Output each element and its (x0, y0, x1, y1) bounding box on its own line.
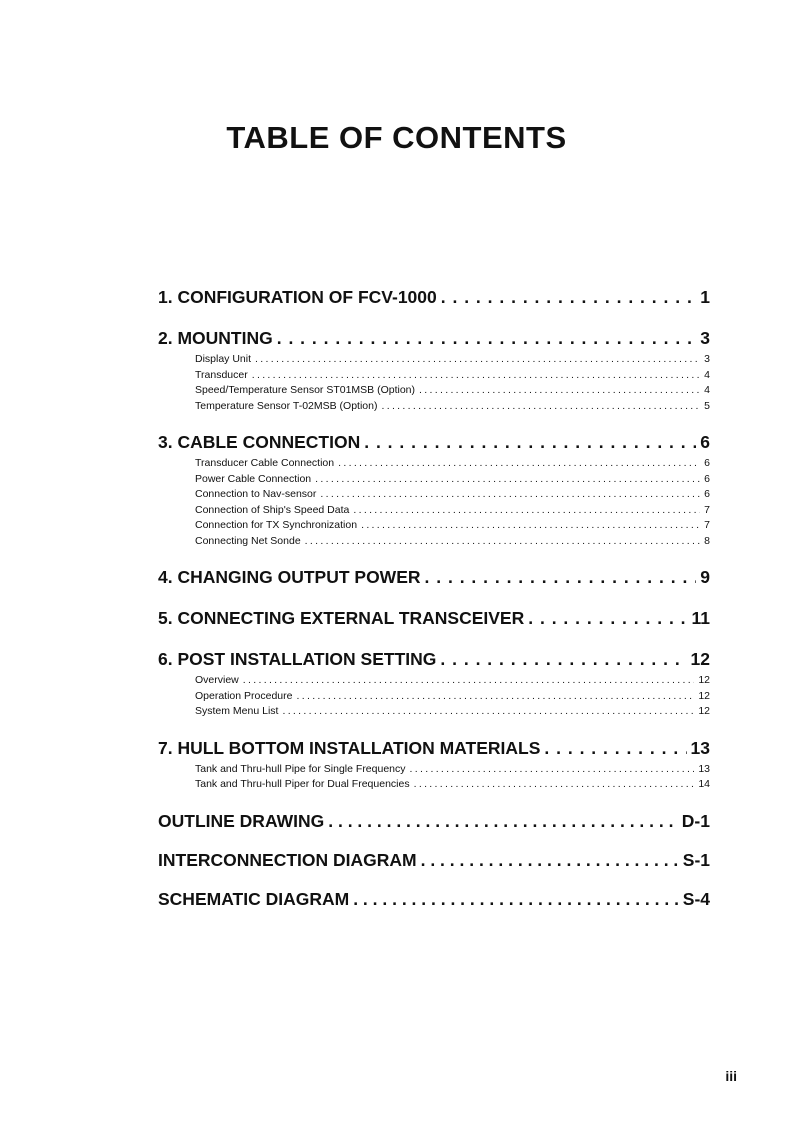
page-number: iii (725, 1068, 737, 1084)
toc-subitem[interactable] (195, 487, 710, 503)
toc-subitem[interactable] (195, 534, 710, 550)
toc-section (158, 429, 710, 549)
dot-leader (410, 762, 695, 778)
toc-section-label: 7. HULL BOTTOM INSTALLATION MATERIALS (158, 737, 541, 758)
dot-leader (328, 808, 678, 834)
toc-page-number: 13 (690, 737, 710, 758)
toc-section-heading[interactable] (158, 564, 710, 590)
toc-appendix-entry[interactable] (158, 886, 710, 912)
toc-subitem[interactable] (195, 399, 710, 415)
toc-page-number: 12 (698, 674, 710, 686)
toc-subitem-label: Transducer (195, 368, 248, 381)
toc-section (158, 646, 710, 720)
dot-leader (255, 352, 700, 368)
dot-leader (252, 368, 700, 384)
toc-page-number: 4 (704, 368, 710, 381)
dot-leader (282, 704, 694, 720)
dot-leader (315, 472, 700, 488)
toc-page-number: 3 (704, 353, 710, 365)
toc-page-number: 6 (704, 472, 710, 485)
toc-subitem-label: Power Cable Connection (195, 472, 312, 485)
toc-subitem-label: Connection to Nav-sensor (195, 488, 317, 500)
toc-subitem-list (158, 673, 710, 720)
dot-leader (421, 847, 679, 873)
toc-subitem-list (158, 456, 710, 549)
toc-section-heading[interactable] (158, 429, 710, 455)
toc-page-number: 12 (690, 649, 710, 669)
toc-subitem[interactable] (195, 503, 710, 519)
toc-page-number: 4 (704, 384, 710, 396)
toc-page-number: 8 (704, 534, 710, 547)
toc-appendix-entry[interactable] (158, 847, 710, 873)
dot-leader (440, 646, 686, 672)
dot-leader (305, 534, 701, 550)
toc-subitem[interactable] (195, 704, 710, 720)
dot-leader (425, 564, 697, 590)
toc-section-label: 6. POST INSTALLATION SETTING (158, 649, 437, 669)
dot-leader (528, 605, 687, 631)
dot-leader (296, 689, 694, 705)
toc-subitem[interactable] (195, 352, 710, 368)
dot-leader (243, 673, 695, 689)
toc-subitem[interactable] (195, 472, 710, 488)
dot-leader (277, 325, 697, 351)
toc-page-number: 1 (700, 287, 710, 307)
toc-page-number: 14 (698, 778, 710, 790)
toc-section-label: 2. MOUNTING (158, 328, 273, 348)
toc-appendix-label: INTERCONNECTION DIAGRAM (158, 849, 417, 870)
toc-section-label: 3. CABLE CONNECTION (158, 432, 361, 452)
toc-page-number: 7 (704, 503, 710, 516)
dot-leader (353, 503, 700, 519)
toc-section-label: 4. CHANGING OUTPUT POWER (158, 567, 421, 587)
toc-page-number: 12 (698, 705, 710, 717)
toc-section-heading[interactable] (158, 284, 710, 310)
toc-page-number: 5 (704, 399, 710, 412)
dot-leader (320, 487, 700, 503)
toc-subitem-label: Temperature Sensor T-02MSB (Option) (195, 399, 378, 412)
toc-section (158, 605, 710, 631)
table-of-contents (158, 284, 710, 925)
toc-subitem[interactable] (195, 383, 710, 399)
toc-appendix-label: SCHEMATIC DIAGRAM (158, 888, 350, 909)
toc-page-number: 6 (700, 432, 710, 452)
dot-leader (441, 284, 697, 310)
toc-page-number: 7 (704, 519, 710, 531)
toc-subitem-label: Connecting Net Sonde (195, 534, 301, 547)
toc-appendix-label: OUTLINE DRAWING (158, 810, 325, 831)
dot-leader (353, 886, 679, 912)
toc-subitem[interactable] (195, 673, 710, 689)
toc-section (158, 735, 710, 793)
toc-page-number: 11 (691, 608, 710, 628)
dot-leader (381, 399, 700, 415)
toc-subitem-label: Tank and Thru-hull Pipe for Single Frequency (195, 762, 406, 775)
toc-page-number: 6 (704, 457, 710, 469)
dot-leader (544, 735, 686, 761)
toc-page-number: 9 (700, 567, 710, 587)
toc-subitem[interactable] (195, 518, 710, 534)
toc-subitem-list (158, 352, 710, 414)
dot-leader (419, 383, 700, 399)
toc-page-number: S-1 (682, 849, 710, 870)
toc-page-number: 6 (704, 488, 710, 500)
toc-subitem-label: Operation Procedure (195, 689, 293, 702)
dot-leader (414, 777, 695, 793)
toc-section-heading[interactable] (158, 325, 710, 351)
toc-section-label: 1. CONFIGURATION OF FCV-1000 (158, 287, 437, 307)
toc-subitem[interactable] (195, 456, 710, 472)
toc-page-number: 12 (698, 689, 710, 702)
toc-subitem[interactable] (195, 689, 710, 705)
toc-subitem-list (158, 762, 710, 793)
toc-section (158, 284, 710, 310)
toc-section-heading[interactable] (158, 646, 710, 672)
dot-leader (361, 518, 700, 534)
toc-subitem-label: Tank and Thru-hull Piper for Dual Frequencies (195, 778, 410, 790)
toc-section-heading[interactable] (158, 735, 710, 761)
toc-appendix-entry[interactable] (158, 808, 710, 834)
toc-subitem[interactable] (195, 762, 710, 778)
toc-section-heading[interactable] (158, 605, 710, 631)
toc-subitem-label: Transducer Cable Connection (195, 457, 335, 469)
toc-page-number: 13 (698, 762, 710, 775)
toc-section (158, 564, 710, 590)
toc-page-number: S-4 (682, 888, 710, 909)
dot-leader (364, 429, 696, 455)
toc-subitem-label: Connection for TX Synchronization (195, 519, 358, 531)
toc-subitem[interactable] (195, 368, 710, 384)
toc-page-number: D-1 (681, 810, 710, 831)
toc-subitem-label: Connection of Ship's Speed Data (195, 503, 350, 516)
toc-subitem[interactable] (195, 777, 710, 793)
toc-subitem-label: Speed/Temperature Sensor ST01MSB (Option) (195, 384, 416, 396)
toc-subitem-label: Overview (195, 674, 239, 686)
dot-leader (338, 456, 700, 472)
toc-section (158, 325, 710, 414)
toc-page-number: 3 (700, 328, 710, 348)
toc-subitem-label: System Menu List (195, 705, 279, 717)
page-title: TABLE OF CONTENTS (226, 120, 567, 155)
toc-section-label: 5. CONNECTING EXTERNAL TRANSCEIVER (158, 608, 525, 628)
toc-subitem-label: Display Unit (195, 353, 252, 365)
